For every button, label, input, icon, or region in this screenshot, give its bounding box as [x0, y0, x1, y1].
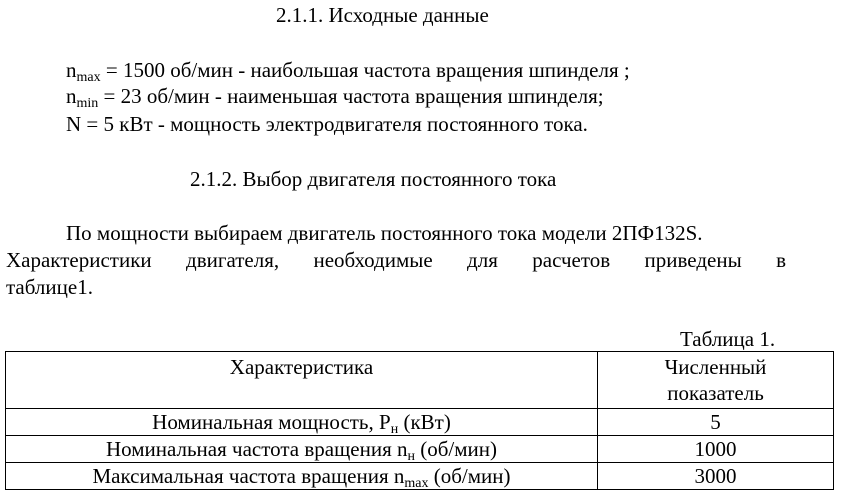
row-value: 3000 — [598, 463, 834, 490]
paragraph-line-3: таблице1. — [6, 275, 93, 299]
header-characteristic: Характеристика — [6, 352, 598, 409]
param-subscript: min — [76, 96, 99, 111]
param-symbol: N — [66, 112, 82, 136]
section-title-initial-data: 2.1.1. Исходные данные — [276, 3, 489, 27]
row-label-text: Номинальная частота вращения n — [105, 437, 408, 461]
section-title-motor-choice: 2.1.2. Выбор двигателя постоянного тока — [190, 167, 557, 191]
row-label-unit: (об/мин) — [414, 437, 498, 461]
param-power — [66, 111, 588, 137]
characteristics-table — [5, 351, 834, 490]
row-label-unit: (об/мин) — [428, 464, 511, 488]
header-value — [598, 352, 834, 409]
param-text: = 1500 об/мин - наибольшая частота вращения шпинделя ; — [100, 58, 630, 82]
row-label-subscript: max — [404, 476, 429, 491]
row-label — [6, 463, 598, 490]
header-value-line-1: Численный — [664, 355, 767, 379]
param-symbol: n — [66, 58, 77, 82]
table-row — [6, 463, 834, 490]
table-header-row — [6, 352, 834, 409]
row-value: 1000 — [598, 436, 834, 463]
row-label — [6, 436, 598, 463]
row-label-text: Номинальная мощность, P — [152, 410, 391, 434]
row-value: 5 — [598, 409, 834, 436]
row-label-subscript: н — [390, 422, 399, 437]
table-caption: Таблица 1. — [680, 327, 776, 351]
row-label — [6, 409, 598, 436]
param-text: = 23 об/мин - наименьшая частота вращения шпинделя; — [98, 84, 604, 108]
row-label-subscript: н — [407, 449, 415, 464]
table-row — [6, 436, 834, 463]
param-text: = 5 кВт - мощность электродвигателя постоянного тока. — [81, 112, 588, 136]
param-symbol: n — [66, 84, 77, 108]
table-row — [6, 409, 834, 436]
header-value-line-2: показатель — [667, 381, 764, 405]
row-label-text: Максимальная частота вращения n — [92, 464, 405, 488]
param-nmax — [66, 57, 630, 83]
row-label-unit: (кВт) — [398, 410, 451, 434]
paragraph-line-1: По мощности выбираем двигатель постоянного тока модели 2ПФ132S. — [66, 221, 703, 245]
paragraph-line-2: Характеристики двигателя, необходимые для расчетов приведены в — [6, 248, 786, 272]
param-subscript: max — [76, 70, 101, 85]
param-nmin — [66, 83, 604, 109]
